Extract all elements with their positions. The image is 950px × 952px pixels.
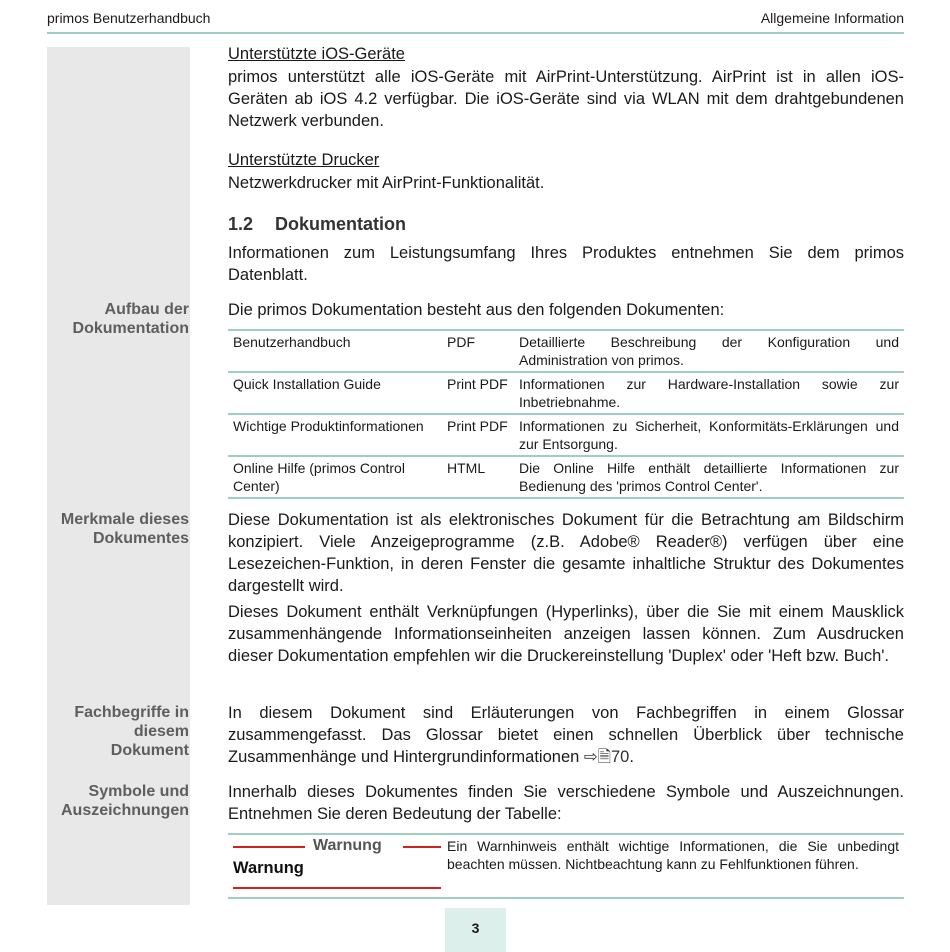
merkmale-paragraph-2: Dieses Dokument enthält Verknüpfungen (Hyperlinks), über die Sie mit einem Mausklick zusammenhängende Informationseinheiten anzeigen lassen können. Zum Ausdrucken dieser Dokumentation empfehlen wir die Druckereinstellung 'Duplex' oder 'Heft bzw. Buch'. (228, 603, 904, 665)
table-row (228, 414, 904, 456)
warning-description: Ein Warnhinweis enthält wichtige Informationen, die Sie unbedingt beachten müssen. Nichtbeachtung kann zu Fehlfunktionen führen. (447, 838, 899, 872)
doc-name: Online Hilfe (primos Control Center) (233, 460, 405, 494)
doc-format: Print PDF (447, 418, 508, 434)
warning-label: Warnung (313, 837, 382, 854)
printers-text: Netzwerkdrucker mit AirPrint-Funktionalität. (228, 174, 545, 192)
section-number: 1.2 (228, 214, 254, 234)
sidebar-column (47, 47, 190, 905)
side-label-symbole: Symbole und Auszeichnungen (60, 783, 189, 819)
sentence-period: . (629, 748, 634, 766)
warning-rule-right (403, 846, 441, 848)
doc-description: Informationen zur Hardware-Installation sowie zur Inbetriebnahme. (519, 376, 899, 410)
aufbau-text: Die primos Dokumentation besteht aus den folgenden Dokumenten: (228, 301, 725, 319)
warning-rule-bottom (233, 887, 441, 889)
doc-description: Detaillierte Beschreibung der Konfiguration und Administration von primos. (519, 334, 899, 368)
doc-format: Print PDF (447, 376, 508, 392)
doc-format: HTML (447, 460, 486, 476)
doc-format: PDF (447, 334, 475, 350)
doc-description: Die Online Hilfe enthält detaillierte Informationen zur Bedienung des 'primos Control Center'. (519, 460, 899, 494)
side-label-aufbau: Aufbau der Dokumentation (72, 301, 189, 337)
header-rule (47, 32, 904, 34)
ios-devices-title: Unterstützte iOS-Geräte (228, 45, 405, 63)
doc-description: Informationen zu Sicherheit, Konformitäts-Erklärungen und zur Entsorgung. (519, 418, 899, 452)
table-row (228, 372, 904, 414)
page-header-right: Allgemeine Information (760, 10, 904, 26)
warning-rule-left (233, 846, 305, 848)
section-heading (228, 214, 406, 235)
table-row (228, 456, 904, 498)
arrow-right-icon: ⇨ (583, 748, 598, 766)
ios-devices-text: primos unterstützt alle iOS-Geräte mit AirPrint-Unterstützung. AirPrint ist in allen iOS-Geräten ab iOS 4.2 verfügbar. Die iOS-Geräte sind via WLAN mit dem drahtgebundenen Netzwerk verbunden. (228, 68, 904, 130)
fachbegriffe-paragraph (228, 702, 904, 768)
section-intro: Informationen zum Leistungsumfang Ihres Produktes entnehmen Sie dem primos Datenblatt. (228, 244, 904, 284)
table-row (228, 330, 904, 372)
doc-name: Wichtige Produktinformationen (233, 418, 424, 434)
warning-symbol-table (228, 833, 904, 899)
doc-name: Quick Installation Guide (233, 376, 381, 392)
glossary-link-page: 70 (611, 748, 630, 766)
side-label-fachbegriffe: Fachbegriffe in diesem Dokument (74, 704, 189, 759)
documents-table (228, 329, 904, 499)
symbole-text: Innerhalb dieses Dokumentes finden Sie verschiedene Symbole und Auszeichnungen. Entnehmen Sie deren Bedeutung der Tabelle: (228, 783, 904, 823)
side-label-merkmale: Merkmale dieses Dokumentes (60, 511, 189, 547)
printers-title: Unterstützte Drucker (228, 151, 380, 169)
page-document-icon: 🗎 (597, 748, 611, 766)
page-header-left: primos Benutzerhandbuch (47, 10, 211, 26)
doc-name: Benutzerhandbuch (233, 334, 351, 350)
page-number: 3 (445, 908, 506, 952)
merkmale-paragraph-1: Diese Dokumentation ist als elektronisches Dokument für die Betrachtung am Bildschirm konzipiert. Viele Anzeigeprogramme (z.B. Adobe® Reader®) verfügen über eine Lesezeichen-Funktion, in deren Fenster die gesamte inhaltliche Struktur des Dokumentes dargestellt wird. (228, 511, 904, 595)
section-title: Dokumentation (275, 214, 407, 234)
glossary-link[interactable] (584, 748, 629, 766)
fachbegriffe-text: In diesem Dokument sind Erläuterungen von Fachbegriffen in einem Glossar zusammengefasst. Das Glossar bietet einen schnellen Überblick über technische Zusammenhänge und Hintergrundinformationen (228, 704, 904, 766)
warning-example (233, 837, 437, 892)
warning-example-title: Warnung (233, 859, 304, 877)
